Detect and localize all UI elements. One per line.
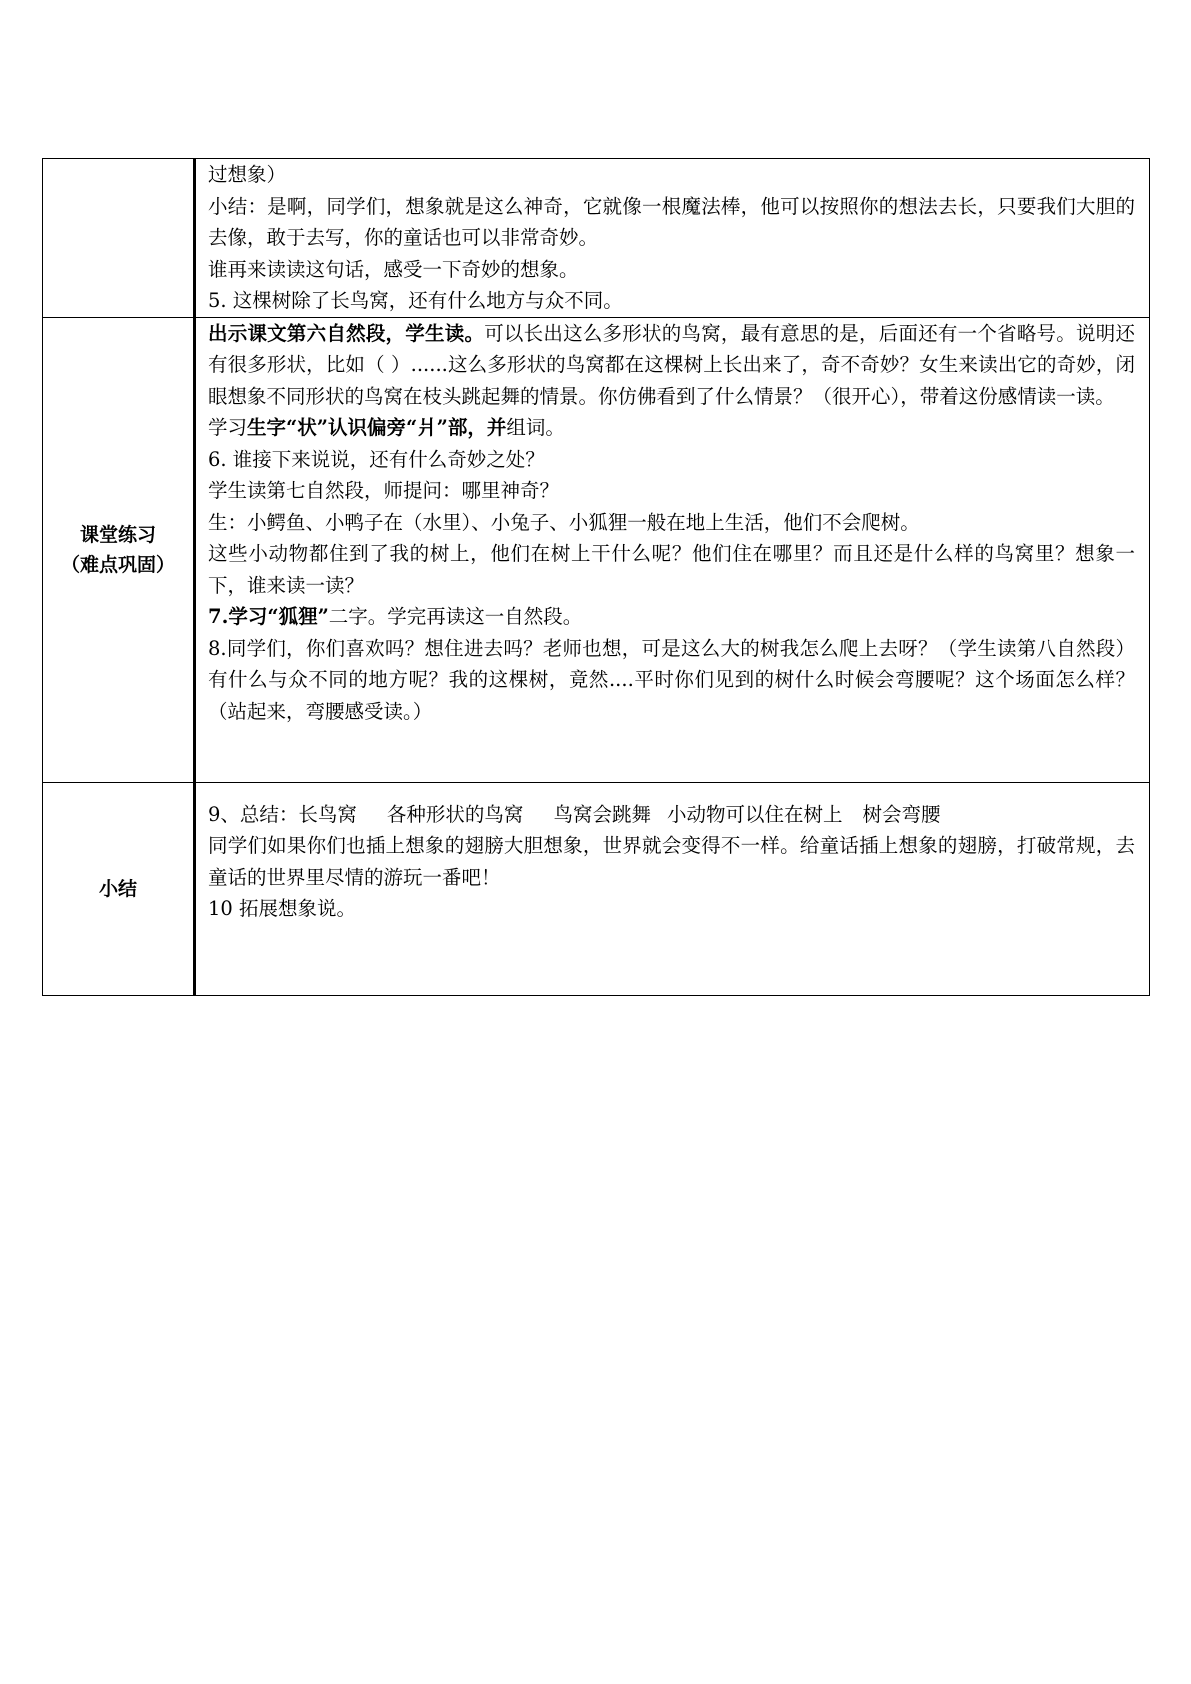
paragraph — [208, 412, 1135, 444]
paragraph: 同学们如果你们也插上想象的翅膀大胆想象，世界就会变得不一样。给童话插上想象的翅膀，打破常规，去童话的世界里尽情的游玩一番吧！ — [208, 834, 1135, 889]
row-content-cell — [195, 159, 1150, 318]
summary-item: 小动物可以住在树上 — [666, 802, 843, 826]
table-row — [43, 782, 1150, 995]
paragraph: 谁再来读读这句话，感受一下奇妙的想象。 — [208, 257, 579, 281]
bold-text: 出示课文第六自然段，学生读。 — [208, 321, 485, 345]
text: 可以长出这么多形状的鸟窝，最有意思的是，后面还有一个省略号。说明还有很多形状，比如（ ）......这么多形状的鸟窝都在这棵树上长出来了，奇不奇妙？女生来读出它的奇妙，闭眼想象不同形状的鸟窝在枝头跳起舞的情景。你仿佛看到了什么情景？（很开心），带着这份感情读一读。 — [208, 321, 1135, 408]
table-row — [43, 317, 1150, 782]
row-label-cell — [43, 782, 195, 995]
lesson-plan-table — [42, 158, 1150, 996]
row-label-sub: （难点巩固） — [60, 553, 175, 576]
paragraph: 5. 这棵树除了长鸟窝，还有什么地方与众不同。 — [208, 289, 623, 312]
paragraph: 这些小动物都住到了我的树上，他们在树上干什么呢？他们住在哪里？而且还是什么样的鸟窝里？想象一下，谁来读一读？ — [208, 542, 1135, 597]
row-content-cell — [195, 782, 1150, 995]
row-label: 课堂练习 — [79, 523, 156, 546]
text: 学习 — [208, 416, 248, 439]
paragraph: 学生读第七自然段，师提问：哪里神奇？ — [208, 479, 560, 502]
row-content-cell — [195, 317, 1150, 782]
row-label-cell — [43, 159, 195, 318]
text: 组词。 — [506, 416, 565, 439]
paragraph: 6. 谁接下来说说，还有什么奇妙之处？ — [208, 447, 545, 471]
paragraph: 生：小鳄鱼、小鸭子在（水里）、小兔子、小狐狸一般在地上生活，他们不会爬树。 — [208, 510, 920, 534]
summary-item: 鸟窝会跳舞 — [553, 802, 651, 826]
bold-text: 生字“状”认识偏旁“爿”部，并 — [247, 416, 507, 439]
text: 二字。学完再读这一自然段。 — [328, 605, 583, 628]
paragraph: 过想象） — [208, 163, 287, 186]
summary-item: 各种形状的鸟窝 — [386, 802, 524, 826]
paragraph: 10 拓展想象说。 — [208, 897, 357, 920]
row-label: 小结 — [98, 877, 137, 900]
table-row — [43, 159, 1150, 318]
paragraph — [208, 318, 1135, 413]
bold-text: 7.学习“狐狸” — [208, 605, 329, 628]
summary-line — [208, 799, 1135, 831]
paragraph: 8.同学们，你们喜欢吗？想住进去吗？老师也想，可是这么大的树我怎么爬上去呀？（学生读第八自然段）有什么与众不同的地方呢？我的这棵树，竟然....平时你们见到的树什么时候会弯腰呢？这个场面怎么样？（站起来，弯腰感受读。） — [208, 636, 1135, 723]
paragraph — [208, 601, 1135, 633]
paragraph: 小结：是啊，同学们，想象就是这么神奇，它就像一根魔法棒，他可以按照你的想法去长，只要我们大胆的去像，敢于去写，你的童话也可以非常奇妙。 — [208, 194, 1135, 249]
summary-lead: 9、总结：长鸟窝 — [208, 802, 357, 826]
row-label-cell — [43, 317, 195, 782]
summary-item: 树会弯腰 — [862, 802, 941, 826]
